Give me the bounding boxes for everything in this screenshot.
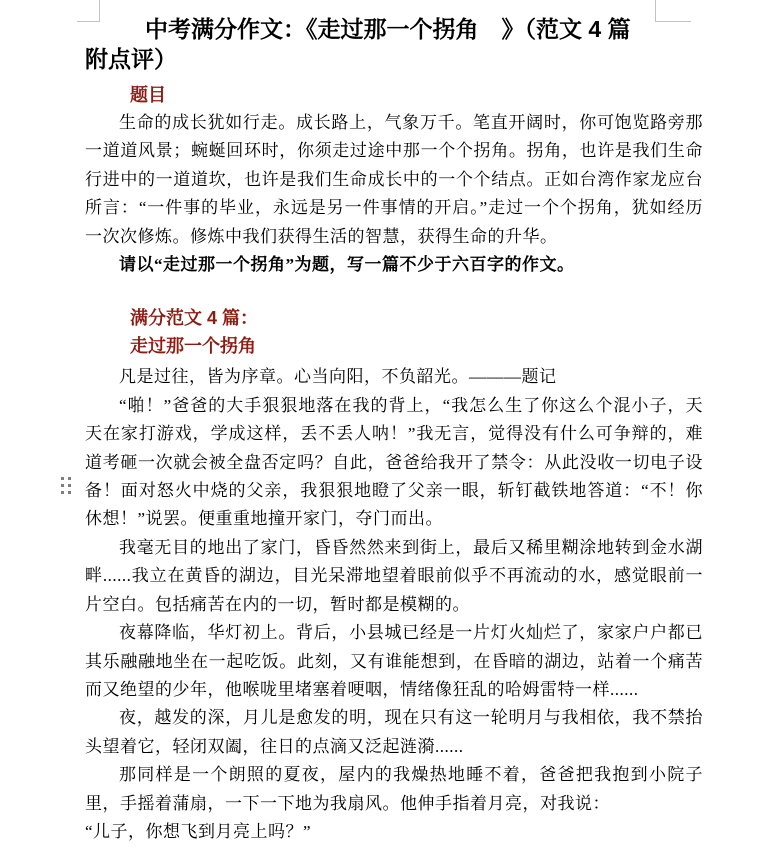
document-title bbox=[85, 14, 703, 74]
handle-dot bbox=[61, 491, 64, 494]
document-title-line2: 附点评） bbox=[85, 46, 177, 72]
essay-paragraph: 那同样是一个朗照的夏夜，屋内的我燥热地睡不着，爸爸把我抱到小院子里，手摇着蒲扇，一下一下地为我扇风。他伸手指着月亮，对我说： bbox=[85, 765, 703, 813]
essay-title: 走过那一个拐角 bbox=[130, 336, 256, 357]
section-heading-prompt: 题目 bbox=[130, 85, 166, 105]
handle-dot bbox=[68, 484, 71, 487]
handle-dot bbox=[61, 477, 64, 480]
prompt-requirement: 请以“走过那一个拐角”为题，写一篇不少于六百字的作文。 bbox=[119, 255, 575, 275]
section-heading-model-essays: 满分范文 4 篇： bbox=[130, 308, 259, 329]
essay-paragraph-epigraph: 凡是过往，皆为序章。心当向阳，不负韶光。———题记 bbox=[119, 367, 557, 387]
handle-dot bbox=[68, 477, 71, 480]
essay-paragraph-dialogue: “儿子，你想飞到月亮上吗？” bbox=[85, 821, 312, 841]
essay-paragraph: 夜，越发的深，月儿是愈发的明，现在只有这一轮明月与我相依，我不禁抬头望着它，轻闭双阖，往日的点滴又泛起涟漪...... bbox=[85, 708, 703, 756]
six-dot-drag-handle-icon[interactable] bbox=[61, 477, 71, 494]
essay-paragraph: 我毫无目的地出了家门，昏昏然然来到街上，最后又稀里糊涂地转到金水湖畔......我立在黄昏的湖边，目光呆滞地望着眼前似乎不再流动的水，感觉眼前一片空白。包括痛苦在内的一切，暂时都是模糊的。 bbox=[85, 537, 703, 614]
essay-paragraph: “啪！”爸爸的大手狠狠地落在我的背上，“我怎么生了你这么个混小子，天天在家打游戏，学成这样，丢不丢人呐！”我无言，觉得没有什么可争辩的，难道考砸一次就会被全盘否定吗？自此，爸爸给我开了禁令：从此没收一切电子设备！面对怒火中烧的父亲，我狠狠地瞪了父亲一眼，斩钉截铁地答道：“不！你休想！”说罢。便重重地撞开家门，夺门而出。 bbox=[85, 395, 703, 529]
handle-dot bbox=[61, 484, 64, 487]
document-content bbox=[85, 14, 703, 846]
handle-dot bbox=[68, 491, 71, 494]
document-title-line1: 中考满分作文：《走过那一个拐角 》（范文 4 篇 bbox=[145, 16, 631, 42]
prompt-paragraph: 生命的成长犹如行走。成长路上，气象万千。笔直开阔时，你可饱览路旁那一道道风景；蜿蜒回环时，你须走过途中那一个个拐角。拐角，也许是我们生命行进中的一道道坎，也许是我们生命成长中的一个个结点。正如台湾作家龙应台所言：“一件事的毕业，永远是另一件事情的开启。”走过一个个拐角，犹如经历一次次修炼。修炼中我们获得生活的智慧，获得生命的升华。 bbox=[85, 113, 703, 246]
essay-paragraph: 夜幕降临，华灯初上。背后，小县城已经是一片灯火灿烂了，家家户户都已其乐融融地坐在一起吃饭。此刻，又有谁能想到，在昏暗的湖边，站着一个痛苦而又绝望的少年，他喉咙里堵塞着哽咽，情绪像狂乱的哈姆雷特一样...... bbox=[85, 623, 703, 699]
